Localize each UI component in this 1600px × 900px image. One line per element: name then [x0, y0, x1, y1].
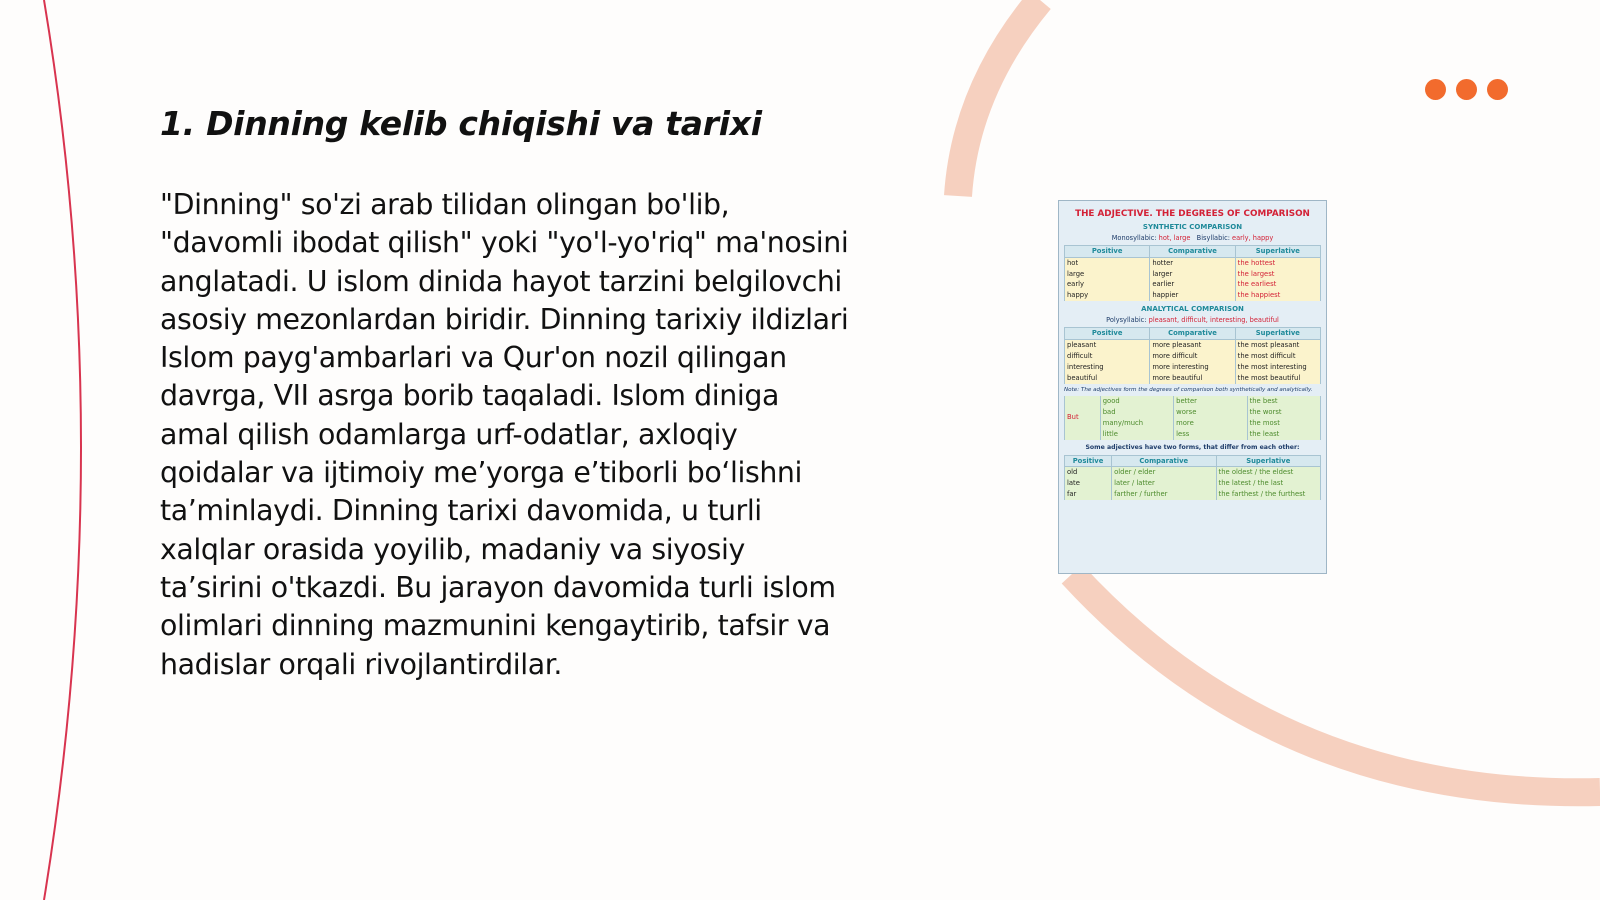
poster-analytical-table: [1064, 327, 1321, 384]
cell: interesting: [1065, 362, 1150, 373]
arc-top: [958, 0, 1040, 196]
cell: late: [1065, 478, 1112, 489]
poster-synthetic-subline: [1064, 233, 1321, 244]
slide-body-text: "Dinning" so'zi arab tilidan olingan bo'lib, "davomli ibodat qilish" yoki "yo'l-yo'riq" ma'nosini anglatadi. U islom dinida hayot tarzini belgilovchi asosiy mezonlardan biridir. Dinning tarixiy ildizlari Islom payg'ambarlari va Qur'on nozil qilingan davrga, VII asrga borib taqaladi. Islom diniga amal qilish odamlarga urf-odatlar, axloqiy qoidalar va ijtimoiy me’yorga e’tiborli bo‘lishni ta’minlaydi. Dinning tarixi davomida, u turli xalqlar orasida yoyilib, madaniy va siyosiy ta’sirini o'tkazdi. Bu jarayon davomida turli islom olimlari dinning mazmunini kengaytirib, tafsir va hadislar orqali rivojlantirdilar.: [160, 188, 849, 681]
table-row: [1065, 257, 1321, 268]
cell: the most pleasant: [1235, 339, 1320, 350]
poster-two-forms-table: [1064, 455, 1321, 501]
poster-irregular-table: [1064, 396, 1321, 440]
col-positive: Positive: [1065, 328, 1150, 340]
col-comparative: Comparative: [1150, 328, 1235, 340]
cell: the most: [1247, 418, 1320, 429]
table-row: [1065, 489, 1321, 500]
cell: more difficult: [1150, 351, 1235, 362]
table-row: [1065, 396, 1321, 407]
cell: the hottest: [1235, 257, 1320, 268]
mono-label: Monosyllabic:: [1111, 233, 1157, 242]
table-row: [1065, 290, 1321, 301]
poster-synthetic-heading: SYNTHETIC COMPARISON: [1142, 222, 1243, 231]
cell: happier: [1150, 290, 1235, 301]
poster-two-forms-heading: Some adjectives have two forms, that differ from each other:: [1085, 443, 1300, 451]
cell: beautiful: [1065, 373, 1150, 384]
cell: better: [1174, 396, 1247, 407]
col-superlative: Superlative: [1235, 328, 1320, 340]
bi-words: early, happy: [1232, 233, 1274, 242]
poster-analytical-heading: ANALYTICAL COMPARISON: [1141, 305, 1244, 314]
cell: more: [1174, 418, 1247, 429]
cell: good: [1100, 396, 1173, 407]
cell: older / elder: [1112, 467, 1216, 478]
col-superlative: Superlative: [1235, 245, 1320, 257]
cell: the oldest / the eldest: [1216, 467, 1320, 478]
cell: the most difficult: [1235, 351, 1320, 362]
cell: little: [1100, 429, 1173, 440]
cell: the happiest: [1235, 290, 1320, 301]
poster-title: THE ADJECTIVE. THE DEGREES OF COMPARISON: [1075, 209, 1310, 219]
poly-words: pleasant, difficult, interesting, beautiful: [1148, 316, 1279, 325]
cell: the largest: [1235, 269, 1320, 280]
cell: old: [1065, 467, 1112, 478]
cell: far: [1065, 489, 1112, 500]
poster-analytical-subline: [1064, 315, 1321, 326]
cell: hot: [1065, 257, 1150, 268]
cell: worse: [1174, 407, 1247, 418]
cell: the most interesting: [1235, 362, 1320, 373]
cell: more pleasant: [1150, 339, 1235, 350]
col-comparative: Comparative: [1150, 245, 1235, 257]
cell: happy: [1065, 290, 1150, 301]
cell: difficult: [1065, 351, 1150, 362]
dot-3: [1487, 79, 1508, 100]
slide-title: 1. Dinning kelib chiqishi va tarixi: [160, 104, 762, 143]
cell: the best: [1247, 396, 1320, 407]
cell: bad: [1100, 407, 1173, 418]
left-curve-line: [44, 0, 81, 900]
cell: the most beautiful: [1235, 373, 1320, 384]
table-row: [1065, 467, 1321, 478]
cell: the worst: [1247, 407, 1320, 418]
poster-note: Note: The adjectives form the degrees of comparison both synthetically and analytically.: [1064, 386, 1313, 393]
dot-1: [1425, 79, 1446, 100]
cell: larger: [1150, 269, 1235, 280]
col-superlative: Superlative: [1216, 455, 1320, 467]
cell: pleasant: [1065, 339, 1150, 350]
table-row: [1065, 418, 1321, 429]
col-positive: Positive: [1065, 245, 1150, 257]
bi-label: Bisyllabic:: [1196, 233, 1230, 242]
cell: farther / further: [1112, 489, 1216, 500]
dot-2: [1456, 79, 1477, 100]
irregular-label: But: [1065, 396, 1101, 440]
menu-dots-decoration: [1425, 79, 1508, 100]
cell: less: [1174, 429, 1247, 440]
cell: the earliest: [1235, 279, 1320, 290]
cell: the latest / the last: [1216, 478, 1320, 489]
cell: more beautiful: [1150, 373, 1235, 384]
poly-label: Polysyllabic:: [1106, 316, 1147, 325]
table-row: [1065, 429, 1321, 440]
table-row: [1065, 373, 1321, 384]
arc-bottom: [1072, 574, 1600, 792]
cell: large: [1065, 269, 1150, 280]
table-row: [1065, 351, 1321, 362]
cell: earlier: [1150, 279, 1235, 290]
table-row: [1065, 478, 1321, 489]
cell: many/much: [1100, 418, 1173, 429]
grammar-poster-image: [1058, 200, 1327, 574]
cell: more interesting: [1150, 362, 1235, 373]
col-positive: Positive: [1065, 455, 1112, 467]
table-row: [1065, 339, 1321, 350]
cell: the farthest / the furthest: [1216, 489, 1320, 500]
mono-words: hot, large: [1158, 233, 1191, 242]
table-row: [1065, 279, 1321, 290]
table-row: [1065, 407, 1321, 418]
cell: the least: [1247, 429, 1320, 440]
table-row: [1065, 362, 1321, 373]
cell: later / latter: [1112, 478, 1216, 489]
table-row: [1065, 269, 1321, 280]
col-comparative: Comparative: [1112, 455, 1216, 467]
cell: early: [1065, 279, 1150, 290]
cell: hotter: [1150, 257, 1235, 268]
poster-synthetic-table: [1064, 245, 1321, 302]
